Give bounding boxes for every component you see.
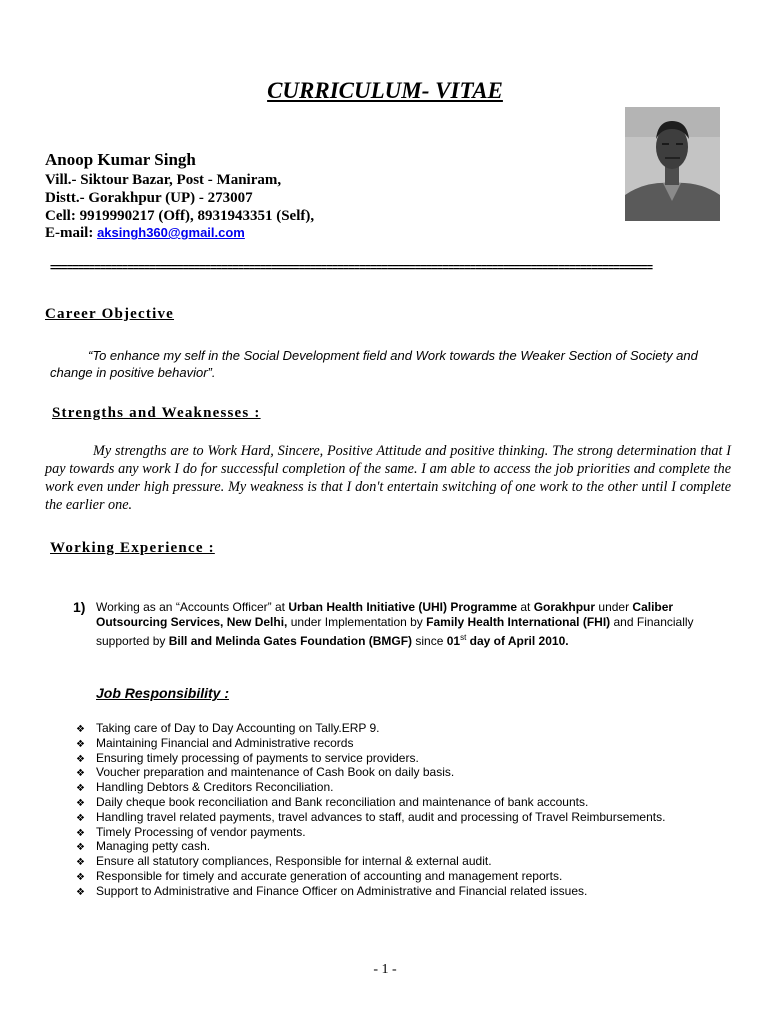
exp-text-3: under <box>595 600 633 614</box>
job-responsibility-heading: Job Responsibility : <box>96 685 230 701</box>
diamond-bullet-icon: ❖ <box>76 857 85 869</box>
exp-start-day: 01 <box>446 634 461 648</box>
duty-text: Handling Debtors & Creditors Reconciliation. <box>96 780 334 795</box>
exp-start-suffix: st <box>460 633 467 642</box>
strengths-heading: Strengths and Weaknesses : <box>52 405 261 421</box>
diamond-bullet-icon: ❖ <box>76 783 85 795</box>
duty-text: Ensuring timely processing of payments to service providers. <box>96 750 419 765</box>
duty-text: Maintaining Financial and Administrative records <box>96 735 354 750</box>
page-number: - 1 - <box>373 962 397 977</box>
diamond-bullet-icon: ❖ <box>76 871 85 883</box>
profile-photo-image <box>625 107 720 221</box>
email-row <box>45 225 245 242</box>
duty-text: Responsible for timely and accurate generation of accounting and management reports. <box>96 868 563 883</box>
diamond-bullet-icon: ❖ <box>76 886 85 898</box>
list-item <box>76 721 756 736</box>
diamond-bullet-icon: ❖ <box>76 842 85 854</box>
strengths-text: My strengths are to Work Hard, Sincere, Positive Attitude and positive thinking. The strong determination that I pay towards any work I do for successful completion of the same. I am able to access the job priorities and complete the work even under high pressure. My weakness is that I don't entertain switching of one work to the other until I complete the earlier one. <box>45 443 731 513</box>
list-item <box>76 795 756 810</box>
experience-item-number: 1) <box>73 599 86 615</box>
experience-item-text <box>96 600 736 649</box>
list-item <box>76 854 756 869</box>
diamond-bullet-icon: ❖ <box>76 753 85 765</box>
list-item <box>76 780 756 795</box>
duty-text: Voucher preparation and maintenance of Cash Book on daily basis. <box>96 765 455 780</box>
exp-text-5: and Financially supported by <box>96 615 694 648</box>
duty-text: Support to Administrative and Finance Officer on Administrative and Financial related issues. <box>96 883 588 898</box>
address-village: Vill.- Siktour Bazar, Post - Maniram, <box>45 172 282 188</box>
exp-funder: Bill and Melinda Gates Foundation (BMGF) <box>168 634 413 648</box>
duty-text: Timely Processing of vendor payments. <box>96 824 306 839</box>
email-label: E-mail: <box>45 225 98 241</box>
exp-text-6: since <box>412 634 447 648</box>
email-link[interactable]: aksingh360@gmail.com <box>97 225 245 240</box>
candidate-name: Anoop Kumar Singh <box>45 150 196 169</box>
duty-text: Taking care of Day to Day Accounting on Tally.ERP 9. <box>96 721 380 735</box>
page-title: CURRICULUM- VITAE <box>267 78 503 103</box>
diamond-bullet-icon: ❖ <box>76 738 85 750</box>
list-item <box>76 751 756 766</box>
job-responsibility-list <box>76 721 756 899</box>
list-item <box>76 869 756 884</box>
exp-implementer: Family Health International (FHI) <box>426 615 611 629</box>
working-experience-heading: Working Experience : <box>50 540 215 556</box>
duty-text: Handling travel related payments, travel advances to staff, audit and processing of Travel Reimbursements. <box>96 809 666 824</box>
diamond-bullet-icon: ❖ <box>76 724 85 735</box>
list-item <box>76 810 756 825</box>
diamond-bullet-icon: ❖ <box>76 797 85 809</box>
career-objective-text: “To enhance my self in the Social Development field and Work towards the Weaker Section of Society and change in positive behavior”. <box>50 348 698 380</box>
exp-employer: Caliber Outsourcing Services, New Delhi, <box>96 600 674 629</box>
duty-text: Ensure all statutory compliances, Responsible for internal & external audit. <box>96 854 492 869</box>
list-item <box>76 884 756 899</box>
profile-photo <box>625 107 720 221</box>
duty-text: Daily cheque book reconciliation and Bank reconciliation and maintenance of bank accounts. <box>96 794 589 809</box>
list-item <box>76 825 756 840</box>
list-item <box>76 839 756 854</box>
exp-start-month: day of April 2010. <box>466 634 569 648</box>
duty-text: Managing petty cash. <box>96 839 211 854</box>
exp-text-1: Working as an “Accounts Officer” at <box>96 600 289 614</box>
diamond-bullet-icon: ❖ <box>76 768 85 780</box>
career-objective-heading: Career Objective <box>45 306 175 322</box>
list-item <box>76 765 756 780</box>
exp-org: Urban Health Initiative (UHI) Programme <box>288 600 518 614</box>
contact-phone: Cell: 9919990217 (Off), 8931943351 (Self), <box>45 208 315 224</box>
section-divider: ============================================================================================================= <box>50 262 653 274</box>
address-district: Distt.- Gorakhpur (UP) - 273007 <box>45 190 253 206</box>
exp-text-4: under Implementation by <box>287 615 427 629</box>
diamond-bullet-icon: ❖ <box>76 827 85 839</box>
diamond-bullet-icon: ❖ <box>76 812 85 824</box>
exp-location: Gorakhpur <box>533 600 596 614</box>
exp-text-2: at <box>517 600 534 614</box>
list-item <box>76 736 756 751</box>
